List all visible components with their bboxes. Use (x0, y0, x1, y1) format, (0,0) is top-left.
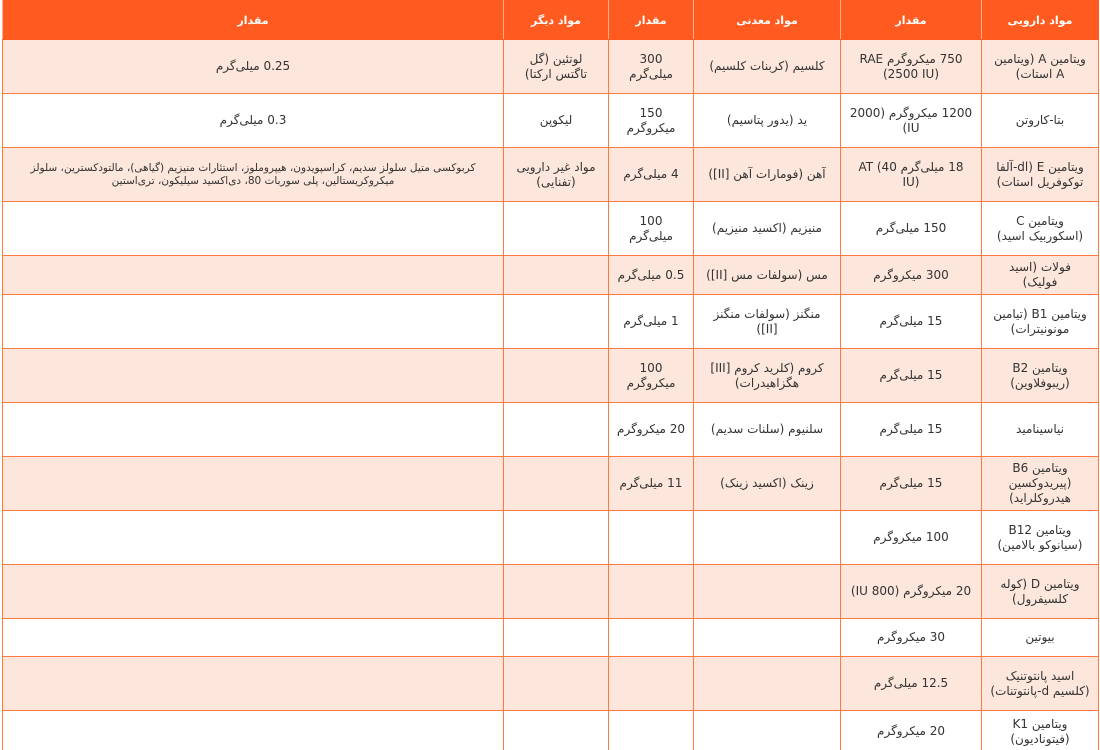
cell-drug: ویتامین E (dl-آلفا توکوفریل استات) (982, 148, 1099, 202)
table-row (3, 619, 1099, 657)
cell-mineral: ید (یدور پتاسیم) (694, 94, 841, 148)
cell-amount-2: 20 میکروگرم (609, 403, 694, 457)
cell-drug: ویتامین C (اسکوربیک اسید) (982, 202, 1099, 256)
cell-amount-1: 15 میلی‌گرم (841, 295, 982, 349)
cell-other (504, 295, 609, 349)
cell-mineral: منیزیم (اکسید منیزیم) (694, 202, 841, 256)
cell-drug: ویتامین K1 (فیتونادیون) (982, 711, 1099, 750)
table-row (3, 403, 1099, 457)
cell-amount-1: 15 میلی‌گرم (841, 349, 982, 403)
cell-mineral: زینک (اکسید زینک) (694, 457, 841, 511)
table-row (3, 565, 1099, 619)
cell-drug: ویتامین A (ویتامین A استات) (982, 40, 1099, 94)
cell-drug: فولات (اسید فولیک) (982, 256, 1099, 295)
cell-amount-1: 15 میلی‌گرم (841, 457, 982, 511)
cell-drug: ویتامین B1 (تیامین مونونیترات) (982, 295, 1099, 349)
cell-amount-3: 0.25 میلی‌گرم (3, 40, 504, 94)
cell-amount-2: 300 میلی‌گرم (609, 40, 694, 94)
table-row (3, 349, 1099, 403)
cell-amount-2: 100 میکروگرم (609, 349, 694, 403)
cell-mineral (694, 619, 841, 657)
cell-amount-3 (3, 256, 504, 295)
cell-mineral (694, 657, 841, 711)
table-header-row (3, 1, 1099, 40)
table-row (3, 711, 1099, 750)
cell-amount-3 (3, 511, 504, 565)
header-amount-3: مقدار (3, 1, 504, 40)
cell-amount-3: کربوکسی متیل سلولز سدیم، کراسپویدون، هیپروملوز، استئارات منیزیم (گیاهی)، مالتودکسترین، سلولز میکروکریستالین، پلی سوربات 80، دی‌اکسید سیلیکون، تری‌استین (3, 148, 504, 202)
cell-amount-3 (3, 403, 504, 457)
cell-amount-2 (609, 619, 694, 657)
cell-mineral: کلسیم (کربنات کلسیم) (694, 40, 841, 94)
cell-drug: نیاسینامید (982, 403, 1099, 457)
cell-amount-3 (3, 202, 504, 256)
cell-mineral: مس (سولفات مس [II]) (694, 256, 841, 295)
table-row (3, 148, 1099, 202)
cell-mineral (694, 711, 841, 750)
cell-amount-3 (3, 565, 504, 619)
table-row (3, 295, 1099, 349)
cell-amount-1: 20 میکروگرم (800 IU) (841, 565, 982, 619)
cell-amount-2 (609, 511, 694, 565)
table-row (3, 40, 1099, 94)
cell-amount-2: 100 میلی‌گرم (609, 202, 694, 256)
cell-mineral: آهن (فومارات آهن [II]) (694, 148, 841, 202)
cell-mineral: کروم (کلرید کروم [III] هگزاهیدرات) (694, 349, 841, 403)
cell-other: مواد غیر دارویی (تفنایی) (504, 148, 609, 202)
cell-amount-1: 18 میلی‌گرم AT (40 IU) (841, 148, 982, 202)
cell-amount-2: 11 میلی‌گرم (609, 457, 694, 511)
table-row (3, 657, 1099, 711)
cell-amount-2 (609, 711, 694, 750)
cell-amount-3 (3, 619, 504, 657)
cell-drug: ویتامین D (کوله کلسیفرول) (982, 565, 1099, 619)
cell-amount-3 (3, 657, 504, 711)
cell-other (504, 457, 609, 511)
cell-drug: ویتامین B6 (پیریدوکسین هیدروکلراید) (982, 457, 1099, 511)
cell-amount-3 (3, 349, 504, 403)
cell-amount-3 (3, 295, 504, 349)
cell-other (504, 619, 609, 657)
cell-amount-1: 15 میلی‌گرم (841, 403, 982, 457)
header-amount-2: مقدار (609, 1, 694, 40)
cell-other (504, 202, 609, 256)
table-row (3, 457, 1099, 511)
supplement-table (2, 0, 1099, 750)
cell-amount-1: 150 میلی‌گرم (841, 202, 982, 256)
header-mineral: مواد معدنی (694, 1, 841, 40)
cell-other (504, 511, 609, 565)
cell-other (504, 657, 609, 711)
cell-mineral: سلنیوم (سلنات سدیم) (694, 403, 841, 457)
cell-amount-2 (609, 565, 694, 619)
cell-other (504, 403, 609, 457)
cell-amount-1: 30 میکروگرم (841, 619, 982, 657)
table-row (3, 202, 1099, 256)
cell-drug: ویتامین B2 (ریبوفلاوین) (982, 349, 1099, 403)
cell-amount-3: 0.3 میلی‌گرم (3, 94, 504, 148)
table-row (3, 256, 1099, 295)
header-drug: مواد دارویی (982, 1, 1099, 40)
cell-other (504, 349, 609, 403)
cell-drug: بیوتین (982, 619, 1099, 657)
cell-other (504, 565, 609, 619)
cell-drug: ویتامین B12 (سیانوکو بالامین) (982, 511, 1099, 565)
cell-amount-3 (3, 457, 504, 511)
cell-mineral (694, 565, 841, 619)
cell-other: لوتئین (گل تاگتس ارکتا) (504, 40, 609, 94)
table-row (3, 94, 1099, 148)
cell-amount-1: 1200 میکروگرم (2000 IU) (841, 94, 982, 148)
cell-mineral: منگنز (سولفات منگنز [II]) (694, 295, 841, 349)
header-other: مواد دیگر (504, 1, 609, 40)
cell-amount-2: 4 میلی‌گرم (609, 148, 694, 202)
cell-drug: بتا-کاروتن (982, 94, 1099, 148)
cell-amount-1: 300 میکروگرم (841, 256, 982, 295)
cell-amount-1: 12.5 میلی‌گرم (841, 657, 982, 711)
cell-mineral (694, 511, 841, 565)
table-row (3, 511, 1099, 565)
header-amount-1: مقدار (841, 1, 982, 40)
cell-amount-3 (3, 711, 504, 750)
cell-amount-1: 100 میکروگرم (841, 511, 982, 565)
cell-other: لیکوپن (504, 94, 609, 148)
cell-amount-2 (609, 657, 694, 711)
cell-other (504, 256, 609, 295)
cell-amount-2: 0.5 میلی‌گرم (609, 256, 694, 295)
cell-amount-1: 20 میکروگرم (841, 711, 982, 750)
cell-drug: اسید پانتوتنیک (کلسیم d-پانتوتنات) (982, 657, 1099, 711)
cell-amount-1: 750 میکروگرم RAE (2500 IU) (841, 40, 982, 94)
cell-amount-2: 1 میلی‌گرم (609, 295, 694, 349)
cell-other (504, 711, 609, 750)
cell-amount-2: 150 میکروگرم (609, 94, 694, 148)
